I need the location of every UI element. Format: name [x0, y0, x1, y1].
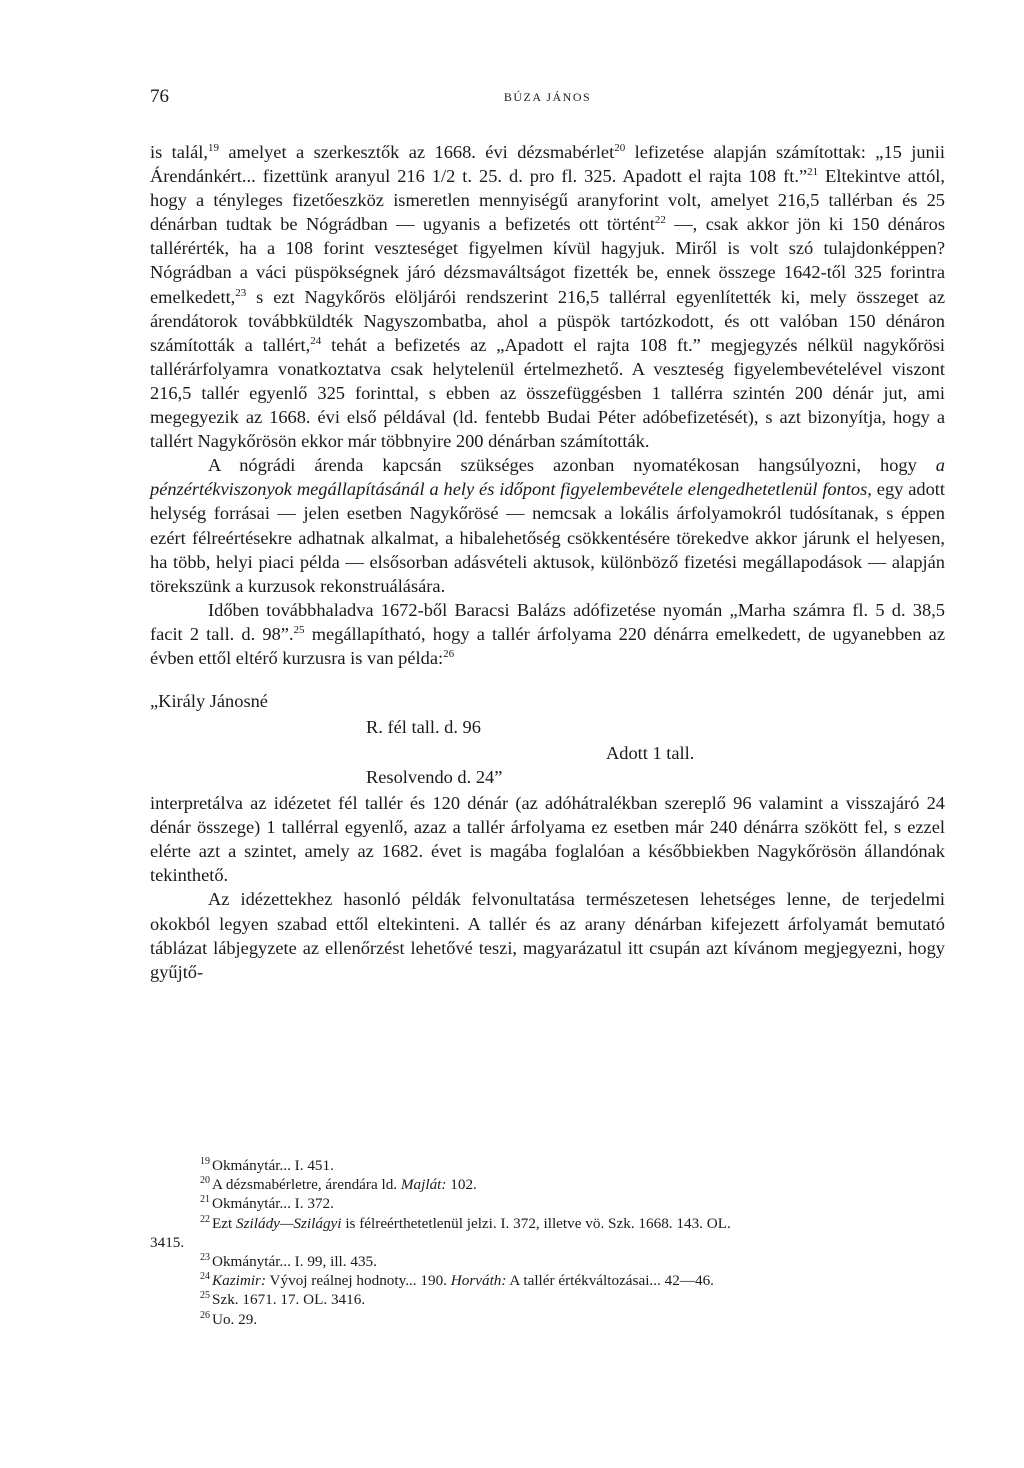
footnote-21 [150, 1194, 945, 1213]
footnote-23 [150, 1252, 945, 1271]
footnote-number: 25 [200, 1290, 210, 1302]
paragraph-5: Az idézettekhez hasonló példák felvonultatása természetesen lehetséges lenne, de terjedelmi okokból legyen szabad ettől eltekinteni. A tallér és az arany dénárban kifejezett árfolyamát bemutató táblázat lábjegyzete az ellenőrzést lehetővé teszi, magyarázatul itt csupán azt kívánom megjegyezni, hogy gyűjtő- [150, 889, 945, 982]
paragraph-4: interpretálva az idézetet fél tallér és 120 dénár (az adóhátralékban szereplő 96 valamint a visszajáró 24 dénár összege) 1 tallérral egyenlő, azaz a tallér árfolyama ez esetben már 240 dénárra szökött fel, s ezzel elérte azt a szintet, amely az 1682. évet is magába foglalóan a későbbiekben Nagykőrösön állandónak tekinthető. [150, 793, 945, 886]
text: is talál, [150, 142, 208, 162]
text: megállapítható, hogy a tallér árfolyama 220 dénárra emelkedett, de ugyanebben az évben ettől eltérő kurzusra is van példa: [150, 623, 945, 668]
footnote-text: Vývoj reálnej hodnoty... 190. [266, 1272, 451, 1290]
page-header [150, 86, 945, 110]
text: lefizetése alapján számítottak: „15 junii Árendánkért... fizettünk aranyul 216 1/2 t. 25. d. pro fl. 325. Apadott el rajta 108 ft.” [150, 142, 945, 187]
footnote-text: Ezt [212, 1214, 237, 1232]
footnote-ref-22: 22 [654, 214, 666, 227]
footnote-26 [150, 1310, 945, 1329]
footnote-number: 22 [200, 1213, 210, 1225]
footnote-number: 19 [200, 1155, 210, 1167]
text: s ezt Nagykőrös elöljárói rendszerint 216,5 tallérral egyenlítették ki, mely összeget az árendátorok továbbküldték Nagyszombatba, ahol a püspök tartózkodott, és ott valóban 150 dénáron számították a tallért, [150, 286, 945, 355]
paragraph-3 [150, 598, 945, 670]
paragraph-1 [150, 140, 945, 453]
text: Eltekintve attól, hogy a tényleges fizetőeszköz ismeretlen mennyiségű aranyforint volt, amelyet 216,5 tallérban és 25 dénárban tudtak be Nógrádban — ugyanis a befizetés ott történt [150, 166, 945, 235]
running-title: BÚZA JÁNOS [503, 90, 592, 104]
footnote-emphasis: Majlát: [400, 1176, 447, 1194]
text: egy adott helység forrásai — jelen esetben Nagykőrösé — nemcsak a lokális árfolyamokról tudósítanak, s éppen ezért félreértésekre adhatnak alkalmat, a hibalehetőség csökkentésére törekedve akkor járunk el helyesen, ha több, helyi piaci példa — elsősorban adásvételi aktusok, különböző fizetési megállapodások — alapján törekszünk a kurzusok rekonstruálására. [150, 479, 945, 596]
footnote-number: 21 [200, 1194, 210, 1206]
footnote-ref-25: 25 [293, 623, 305, 636]
footnote-20 [150, 1175, 945, 1194]
footnote-ref-21: 21 [807, 165, 819, 178]
footnote-text: Okmánytár... I. 372. [212, 1195, 334, 1213]
footnote-number: 24 [200, 1271, 210, 1283]
footnote-number: 23 [200, 1251, 210, 1263]
footnote-text: A tallér értékváltozásai... 42—46. [506, 1272, 714, 1290]
quote-line-2: R. fél tall. d. 96 [366, 717, 481, 738]
footnote-text: is félreérthetetlenül jelzi. I. 372, illetve vö. Szk. 1668. 143. OL. [341, 1214, 731, 1232]
quote-line-3: Adott 1 tall. [606, 743, 695, 764]
footnotes [150, 1156, 945, 1329]
footnote-text: Uo. 29. [212, 1310, 258, 1328]
quote-line-1: „Király Jánosné [150, 691, 268, 712]
footnote-text: Okmánytár... I. 99, ill. 435. [212, 1253, 377, 1271]
footnote-ref-23: 23 [235, 286, 247, 299]
text: —, csak akkor jön ki 150 dénáros tallérérték, ha a 108 forint veszteséget figyelmen kívül hagyjuk. Miről is volt szó tulajdonképpen? Nógrádban a váci püspökségnek járó dézsmaváltságot fizették be, ennek összege 1642-től 325 forintra emelkedett, [150, 214, 945, 307]
footnote-22 [150, 1214, 945, 1233]
body-text [150, 140, 945, 984]
page-number: 76 [150, 86, 169, 107]
text: A nógrádi árenda kapcsán szükséges azonban nyomatékosan hangsúlyozni, hogy [208, 455, 936, 476]
footnote-ref-19: 19 [207, 141, 219, 154]
footnote-24 [150, 1271, 945, 1290]
footnote-number: 26 [200, 1309, 210, 1321]
footnote-emphasis: Szilády—Szilágyi [236, 1214, 342, 1232]
text: tehát a befizetés az „Apadott el rajta 108 ft.” megjegyzés nélkül nagykőrösi tallérárfolyamra vonatkoztatva csak helytelenül értelmezhető. A veszteség figyelembevételével viszont 216,5 tallér egyenlő 325 forinttal, s ebben az összefüggésben 1 tallérra szintén 200 dénár jut, ami megegyezik az 1668. évi első példával (ld. fentebb Budai Péter adóbefizetését), s azt bizonyítja, hogy a tallért Nagykőrösön ekkor már többnyire 200 dénárban számították. [150, 334, 946, 452]
footnote-text: Okmánytár... I. 451. [212, 1157, 334, 1174]
footnote-emphasis: Horváth: [450, 1272, 507, 1290]
footnote-text: Szk. 1671. 17. OL. 3416. [212, 1291, 366, 1309]
text: Időben továbbhaladva 1672-ből Baracsi Balázs adófizetése nyomán „Marha számra fl. 5 d. 38,5 facit 2 tall. d. 98”. [150, 599, 945, 644]
text: amelyet a szerkesztők az 1668. évi dézsmabérlet [218, 142, 615, 162]
footnote-22-continuation: 3415. [150, 1233, 185, 1251]
footnote-ref-20: 20 [614, 141, 626, 154]
footnote-ref-24: 24 [310, 334, 322, 347]
footnote-text: A dézsmabérletre, árendára ld. [212, 1176, 401, 1194]
footnote-19 [150, 1156, 945, 1175]
footnote-ref-26: 26 [443, 647, 455, 660]
quotation-block [150, 689, 945, 789]
footnote-25 [150, 1290, 945, 1309]
footnote-emphasis: Kazimir: [212, 1272, 267, 1290]
footnote-text: 102. [446, 1176, 477, 1194]
emphasis: a pénzértékviszonyok megállapításánál a hely és időpont figyelembevétele elengedhetetlenül fontos, [150, 455, 945, 500]
footnote-number: 20 [200, 1175, 210, 1187]
quote-line-4: Resolvendo d. 24” [366, 767, 503, 788]
paragraph-2 [150, 453, 945, 598]
